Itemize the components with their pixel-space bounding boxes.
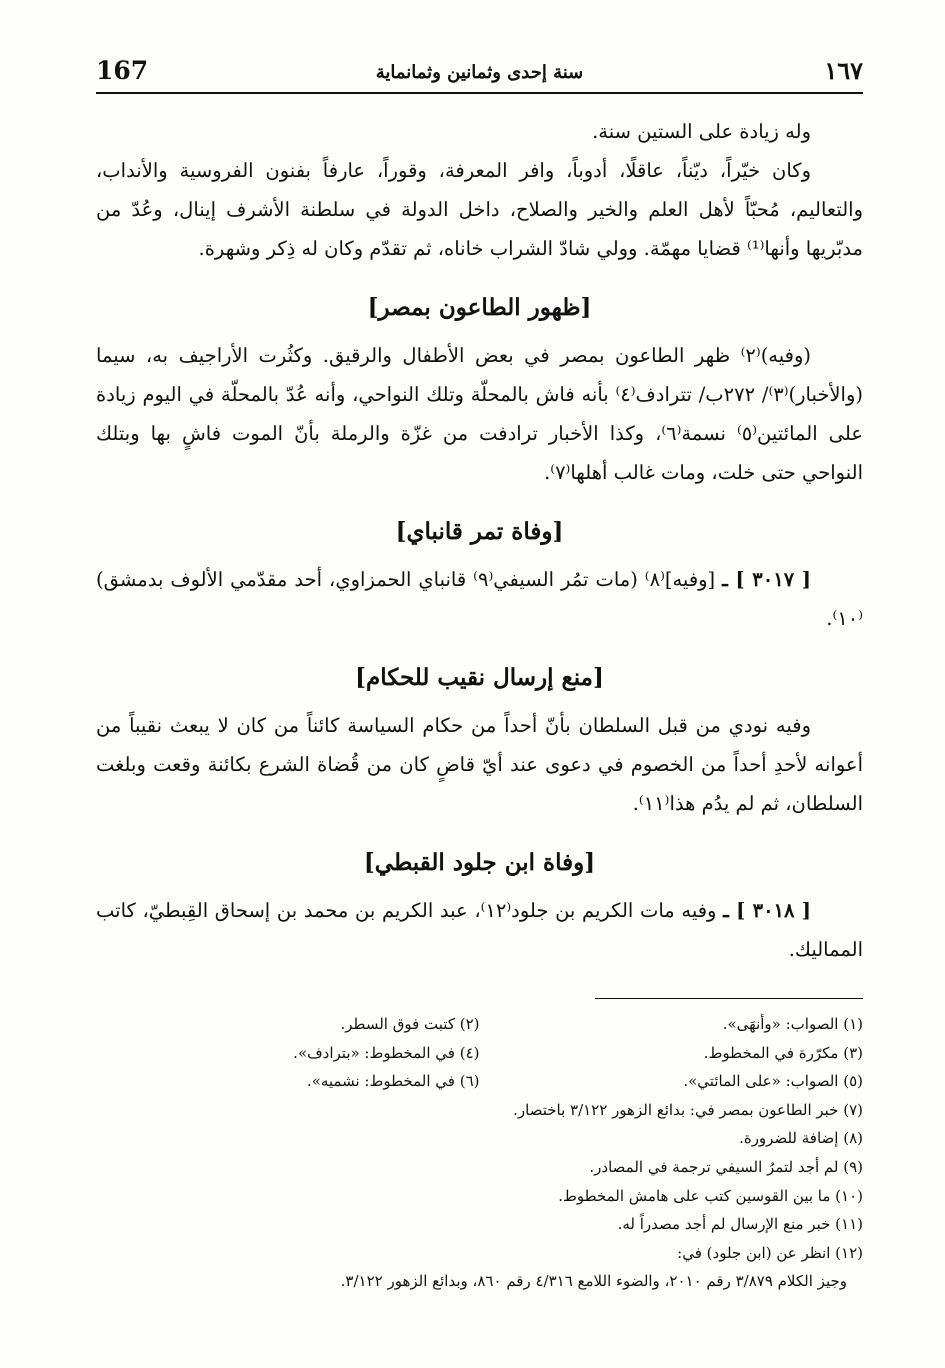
- section-text-tamur: [96, 560, 863, 638]
- entry-text: وفيه مات الكريم بن جلود⁽١٢⁾، عبد الكريم بن محمد بن إسحاق القِبطيّ، كاتب المماليك.: [96, 899, 863, 961]
- intro-line: وله زيادة على الستين سنة.: [592, 120, 811, 143]
- footnote: (٦) في المخطوط: نشميه».: [306, 1072, 480, 1091]
- section-text-ibn-julud: [96, 891, 863, 969]
- footnote: (١١) خبر منع الإرسال لم أجد مصدراً له.: [617, 1215, 863, 1234]
- page-header: [96, 52, 863, 94]
- footnote: (٨) إضافة للضرورة.: [739, 1129, 863, 1148]
- page-number-latin: 167: [96, 56, 149, 85]
- footnote: (١٢) انظر عن (ابن جلود) في:: [677, 1243, 863, 1262]
- footnote-continuation: وجيز الكلام ٣/٨٧٩ رقم ٢٠١٠، والضوء اللامع ٤/٣١٦ رقم ٨٦٠، وبدائع الزهور ٣/١٢٢.: [340, 1272, 847, 1291]
- footnote: (١) الصواب: «وأنهَى».: [722, 1015, 863, 1033]
- entry-number: [ ٣٠١٨ ] ـ: [723, 899, 811, 922]
- entry-number: [ ٣٠١٧ ] ـ: [722, 568, 811, 591]
- footnotes: [96, 1010, 863, 1296]
- entry-text: [وفيه]⁽٨⁾ (مات تمُر السيفي⁽٩⁾ قانباي الحمزاوي، أحد مقدّمي الألوف بدمشق)⁽١٠⁾.: [96, 568, 863, 630]
- section-heading-plague: [ظهور الطاعون بمصر]: [367, 294, 592, 321]
- running-title: سنة إحدى وثمانين وثمانماية: [375, 62, 584, 83]
- footnote: (٧) خبر الطاعون بمصر في: بدائع الزهور ٣/١٢٢ باختصار.: [513, 1100, 863, 1119]
- page-number-arabic: ١٦٧: [824, 56, 863, 85]
- section-heading-tamur: [وفاة تمر قانباي]: [395, 518, 564, 545]
- footnote: (٥) الصواب: «على المائتي».: [683, 1072, 863, 1091]
- footnote-divider: [595, 998, 863, 999]
- footnote: (٣) مكرّرة في المخطوط.: [703, 1043, 863, 1062]
- footnote: (٤) في المخطوط: «بترادف».: [293, 1043, 480, 1062]
- intro-paragraph: وكان خيّراً، ديّناً، عاقلًا، أدوباً، وافر المعرفة، وقوراً، عارفاً بفنون الفروسية والأنداب، والتعاليم، مُحبّاً لأهل العلم والخير والصلاح، داخل الدولة في سلطنة الأشرف إينال، وعُدّ من مدبّريها وأنها⁽¹⁾ قضايا مهمّة. وولي شادّ الشراب خاناه، ثم تقدّم وكان له ذِكر وشهرة.: [96, 159, 863, 260]
- section-text-plague: (وفيه)⁽٢⁾ ظهر الطاعون بمصر في بعض الأطفال والرقيق. وكثُرت الأراجيف به، سيما (والأخبار)⁽٣⁾/ ٢٧٢ب/ تترادف⁽٤⁾ بأنه فاش بالمحلّة وتلك النواحي، وأنه عُدّ بالمحلّة في اليوم زيادة على المائتين⁽٥⁾ نسمة⁽٦⁾، وكذا الأخبار ترادفت من غزّة والرملة بأنّ الموت فاشٍ بها وبتلك النواحي حتى خلت، ومات غالب أهلها⁽٧⁾.: [96, 344, 864, 484]
- section-text-naqib: وفيه نودي من قبل السلطان بأنّ أحداً من حكام السياسة كائناً من كان لا يبعث نقيباً من أعوانه لأحدِ أحداً من الخصوم في دعوى عند أيّ قاضٍ كان من قُضاة الشرع بكائنة وقعت وبلغت السلطان، ثم لم يدُم هذا⁽١١⁾.: [96, 714, 863, 815]
- footnote-row: [96, 1067, 863, 1096]
- footnote: (٩) لم أجد لتمرُ السيفي ترجمة في المصادر.: [589, 1157, 863, 1176]
- footnote: (٢) كتبت فوق السطر.: [340, 1015, 480, 1033]
- main-text: [96, 112, 863, 969]
- footnote-row: [96, 1010, 863, 1039]
- footnote-row: [96, 1039, 863, 1068]
- footnote: (١٠) ما بين القوسين كتب على هامش المخطوط.: [558, 1186, 863, 1205]
- section-heading-naqib: [منع إرسال نقيب للحكام]: [355, 664, 604, 691]
- section-heading-ibn-julud: [وفاة ابن جلود القبطي]: [363, 849, 596, 876]
